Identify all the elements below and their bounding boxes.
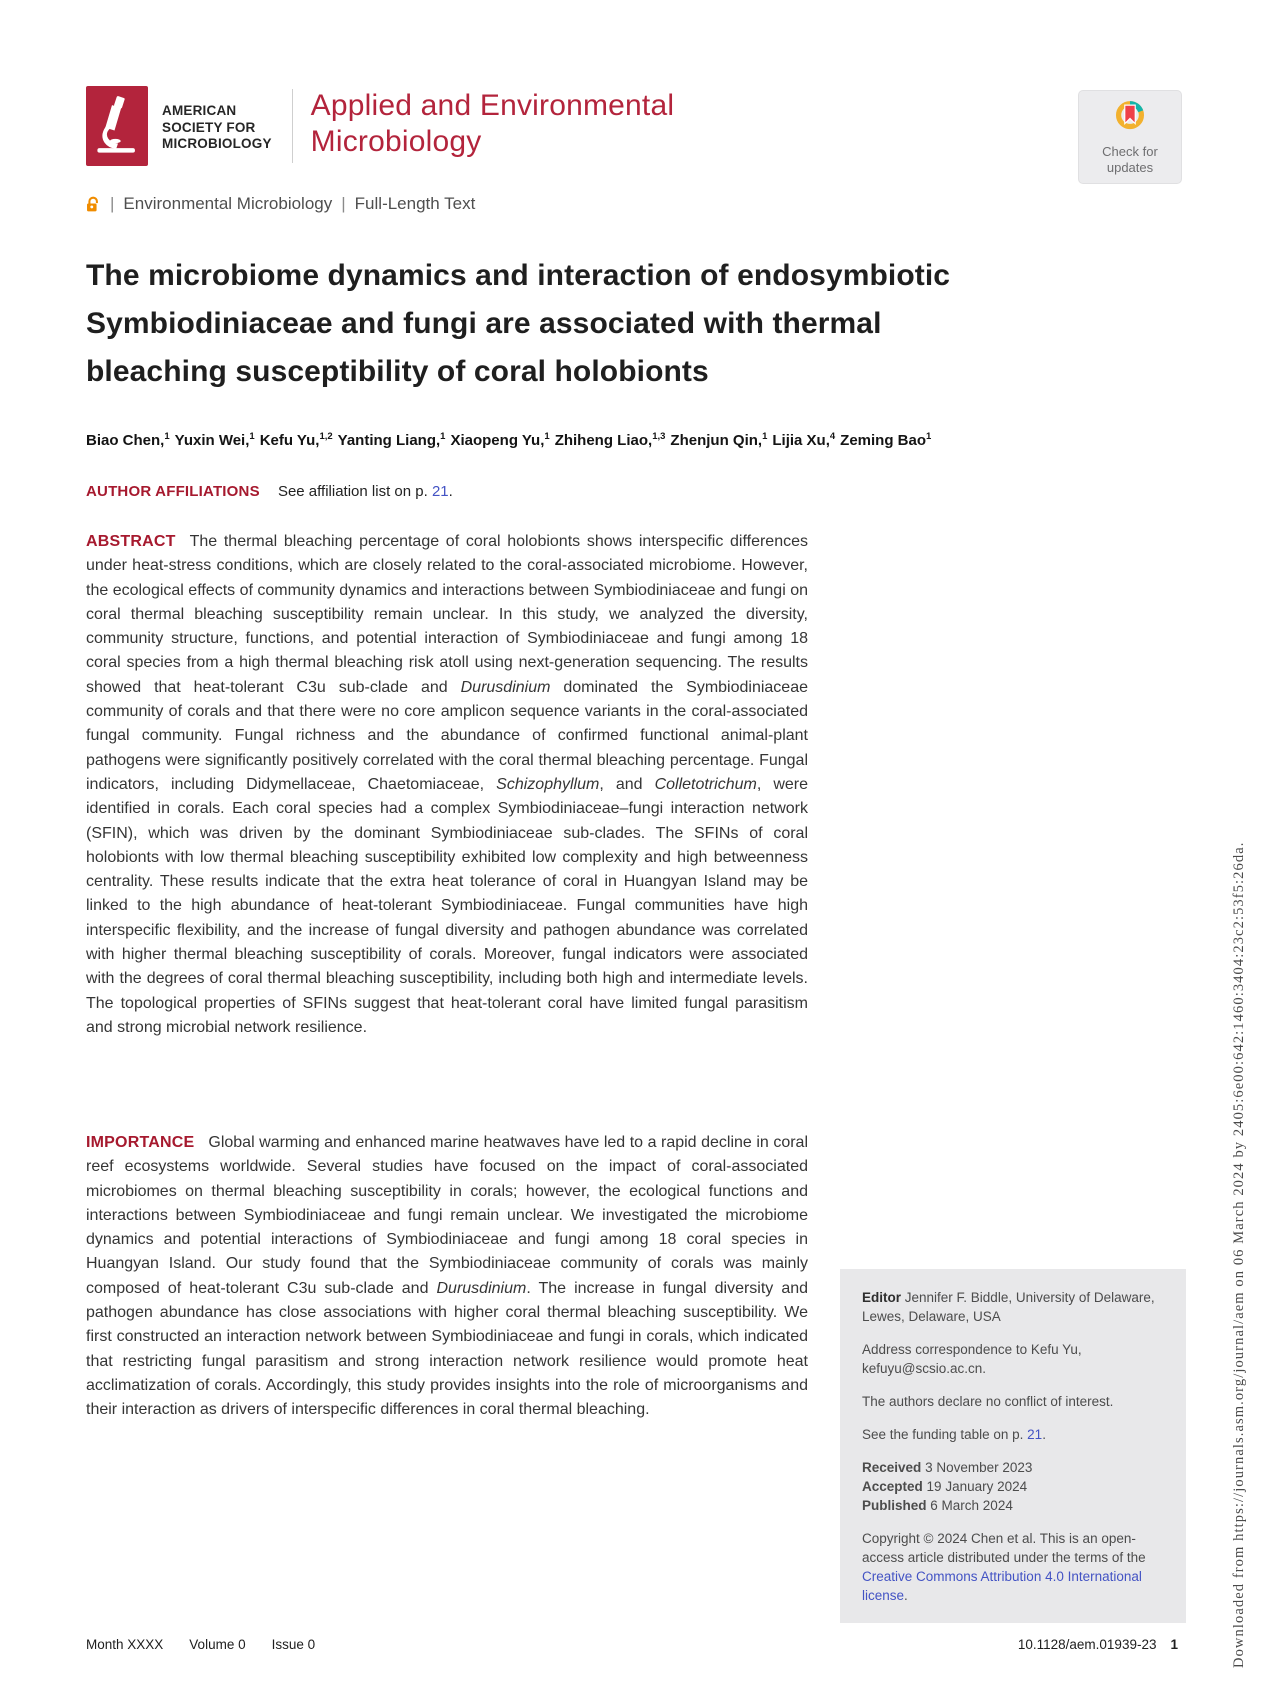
badge-label-line: Check for <box>1102 144 1158 159</box>
author-list <box>86 431 1196 449</box>
affiliations-page-link[interactable]: 21 <box>431 483 449 500</box>
abstract-italic-term: Colletotrichum <box>654 775 757 793</box>
author: Yanting Liang,$^1$ <box>337 431 446 449</box>
conflict-of-interest-block: The authors declare no conflict of interest. <box>862 1394 1114 1409</box>
author: Zhiheng Liao,$^{1,3}$ <box>554 431 666 449</box>
society-name <box>162 103 272 153</box>
society-line: SOCIETY FOR <box>162 119 256 135</box>
journal-title-line: Applied and Environmental <box>310 89 675 122</box>
accepted-date <box>862 1477 1164 1496</box>
kicker-article-type: Full-Length Text <box>354 194 476 213</box>
footer-doi-page <box>1018 1637 1178 1652</box>
copyright-block <box>862 1529 1164 1605</box>
history-dates-block <box>862 1458 1164 1515</box>
funding-block <box>862 1425 1164 1444</box>
author: Zeming Bao$^1$ <box>840 431 932 449</box>
journal-header <box>86 86 674 166</box>
footer-month: Month XXXX <box>86 1637 164 1652</box>
footer-page-number: 1 <box>1170 1637 1178 1652</box>
importance-text: . The increase in fungal diversity and pathogen abundance has close associations with higher coral thermal bleaching susceptibility. We first constructed an interaction network between Symbiodiniaceae and fungi in corals, which indicated that restricting fungal parasitism and strong interaction network resilience would promote heat acclimatization of corals. Accordingly, this study provides insights into the role of microorganisms and their interaction as drivers of interspecific differences in coral thermal bleaching. <box>86 1279 809 1419</box>
accepted-label: Accepted <box>862 1479 923 1494</box>
author-affiliations <box>86 483 453 500</box>
editor-label: Editor <box>862 1290 901 1305</box>
kicker-separator: | <box>341 194 346 213</box>
abstract-paragraph <box>86 530 808 1040</box>
article-meta-sidebar <box>840 1269 1186 1623</box>
affiliations-text: See affiliation list on p. <box>277 483 428 500</box>
abstract-italic-term: Schizophyllum <box>496 775 600 793</box>
abstract-label: ABSTRACT <box>86 533 176 550</box>
editor-block <box>862 1288 1164 1326</box>
title-line: Symbiodiniaceae and fungi are associated with thermal <box>86 307 882 340</box>
title-line: bleaching susceptibility of coral holobionts <box>86 355 709 388</box>
published-date <box>862 1496 1164 1515</box>
published-label: Published <box>862 1498 927 1513</box>
author: Yuxin Wei,$^1$ <box>174 431 255 449</box>
importance-label: IMPORTANCE <box>86 1134 195 1151</box>
editor-text: Jennifer F. Biddle, University of Delaware, Lewes, Delaware, USA <box>862 1290 1155 1324</box>
copyright-suffix: . <box>904 1588 908 1603</box>
journal-title <box>311 88 675 160</box>
published-value: 6 March 2024 <box>930 1498 1013 1513</box>
received-date <box>862 1458 1164 1477</box>
author: Xiaopeng Yu,$^1$ <box>450 431 550 449</box>
author: Biao Chen,$^1$ <box>86 431 170 449</box>
journal-title-line: Microbiology <box>310 125 482 158</box>
author: Zhenjun Qin,$^1$ <box>670 431 768 449</box>
article-kicker <box>86 194 475 214</box>
copyright-text: Copyright © 2024 Chen et al. This is an open-access article distributed under the terms of the <box>862 1531 1146 1565</box>
badge-label <box>1083 144 1177 175</box>
download-watermark: Downloaded from https://journals.asm.org/journal/aem on 06 March 2024 by 2405:6e00:642:1460:3404:23c2:53f5:26da. <box>1231 841 1247 1668</box>
funding-suffix: . <box>1042 1427 1046 1442</box>
correspondence-block: Address correspondence to Kefu Yu, kefuyu@scsio.ac.cn. <box>862 1342 1082 1376</box>
accepted-value: 19 January 2024 <box>926 1479 1028 1494</box>
importance-text: Global warming and enhanced marine heatwaves have led to a rapid decline in coral reef ecosystems worldwide. Several studies have focused on the impact of coral-associated microbiomes on thermal bleaching susceptibility in corals; however, the ecological functions and interactions between Symbiodiniaceae and fungi remain unclear. We investigated the microbiome dynamics and potential interactions of Symbiodiniaceae and fungi among 18 coral species in Huangyan Island. Our study found that the Symbiodiniaceae community of corals was mainly composed of heat-tolerant C3u sub-clade and <box>86 1134 808 1297</box>
kicker-section: Environmental Microbiology <box>123 194 333 213</box>
footer-issue-info <box>86 1637 341 1652</box>
title-line: The microbiome dynamics and interaction of endosymbiotic <box>86 259 951 292</box>
abstract-italic-term: Durusdinium <box>460 678 551 696</box>
importance-italic-term: Durusdinium <box>436 1279 527 1297</box>
asm-logo <box>86 86 148 166</box>
received-value: 3 November 2023 <box>925 1460 1033 1475</box>
funding-text: See the funding table on p. <box>862 1427 1024 1442</box>
society-line: MICROBIOLOGY <box>162 136 272 151</box>
abstract-text: dominated the Symbiodiniaceae community of corals and that there were no core amplicon sequence variants in the coral-associated fungal community. Fungal richness and the abundance of confirmed functional animal-plant pathogens were significantly positively correlated with the coral thermal bleaching percentage. Fungal indicators, including Didymellaceae, Chaetomiaceae, <box>86 678 808 793</box>
funding-page-link[interactable]: 21 <box>1027 1427 1043 1442</box>
header-divider <box>292 89 293 163</box>
abstract-text: , and <box>599 775 655 793</box>
affiliations-suffix: . <box>448 483 453 500</box>
footer-issue: Issue 0 <box>271 1637 316 1652</box>
affiliations-label: AUTHOR AFFILIATIONS <box>86 483 260 500</box>
check-for-updates-badge[interactable] <box>1078 90 1182 184</box>
abstract-text: The thermal bleaching percentage of coral holobionts shows interspecific differences under heat-stress conditions, which are closely related to the coral-associated microbiome. However, the ecological effects of community dynamics and interactions between Symbiodiniaceae and fungi on coral thermal bleaching susceptibility remain unclear. In this study, we analyzed the diversity, community structure, functions, and potential interaction of Symbiodiniaceae and fungi among 18 coral species from a high thermal bleaching risk atoll using next-generation sequencing. The results showed that heat-tolerant C3u sub-clade and <box>86 533 808 696</box>
footer-doi: 10.1128/aem.01939-23 <box>1017 1637 1157 1652</box>
author: Lijia Xu,$^4$ <box>772 431 836 449</box>
author: Kefu Yu,$^{1,2}$ <box>259 431 333 449</box>
received-label: Received <box>862 1460 922 1475</box>
page-footer <box>86 1637 1178 1652</box>
license-link[interactable]: Creative Commons Attribution 4.0 International license <box>862 1569 1142 1603</box>
asm-microscope-icon <box>92 92 142 160</box>
abstract-text: , were identified in corals. Each coral species had a complex Symbiodiniaceae–fungi interaction network (SFIN), which was driven by the dominant Symbiodiniaceae sub-clades. The SFINs of coral holobionts with low thermal bleaching susceptibility exhibited low complexity and high betweenness centrality. These results indicate that the extra heat tolerance of coral in Huangyan Island may be linked to the high abundance of heat-tolerant Symbiodiniaceae. Fungal communities have high interspecific flexibility, and the increase of fungal diversity and pathogen abundance was correlated with higher thermal bleaching susceptibility of corals. Moreover, fungal indicators were associated with the degrees of coral thermal bleaching susceptibility, including both high and intermediate levels. The topological properties of SFINs suggest that heat-tolerant coral have limited fungal parasitism and strong microbial network resilience. <box>86 775 808 1036</box>
article-title <box>86 252 1066 396</box>
importance-paragraph <box>86 1131 808 1423</box>
footer-volume: Volume 0 <box>189 1637 246 1652</box>
badge-label-line: updates <box>1106 159 1154 175</box>
open-access-icon <box>86 195 101 214</box>
crossmark-icon <box>1111 98 1149 136</box>
kicker-separator: | <box>110 194 115 213</box>
society-line: AMERICAN <box>162 103 237 118</box>
